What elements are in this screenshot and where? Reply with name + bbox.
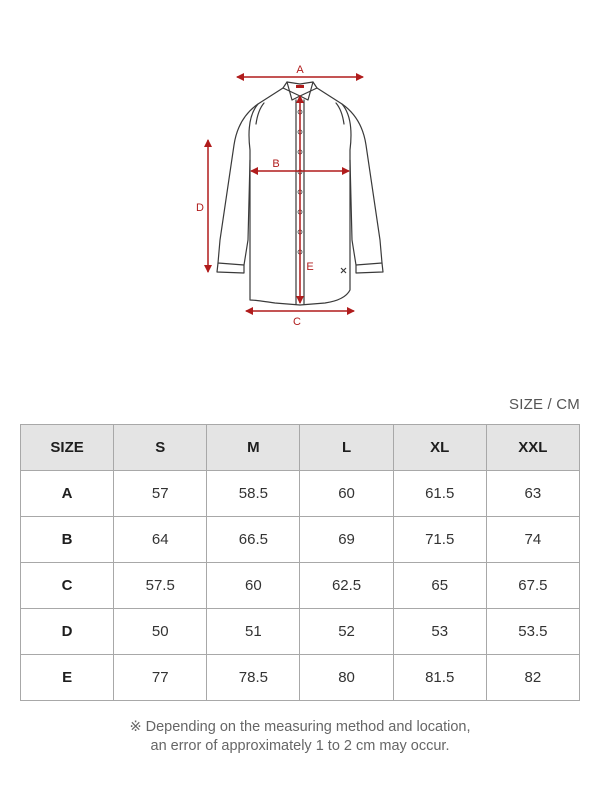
row-label: D xyxy=(21,609,114,655)
header-s: S xyxy=(114,425,207,471)
table-cell: 80 xyxy=(300,655,393,701)
table-cell: 60 xyxy=(207,563,300,609)
logo-mark-icon xyxy=(341,268,346,273)
table-cell: 78.5 xyxy=(207,655,300,701)
table-cell: 65 xyxy=(393,563,486,609)
table-row xyxy=(21,471,580,517)
row-label: B xyxy=(21,517,114,563)
table-cell: 53.5 xyxy=(486,609,579,655)
header-xxl: XXL xyxy=(486,425,579,471)
table-cell: 62.5 xyxy=(300,563,393,609)
table-cell: 53 xyxy=(393,609,486,655)
table-row xyxy=(21,655,580,701)
table-cell: 82 xyxy=(486,655,579,701)
dimension-a-label: A xyxy=(296,64,304,76)
unit-label: SIZE / CM xyxy=(509,396,580,413)
row-label: C xyxy=(21,563,114,609)
table-cell: 61.5 xyxy=(393,471,486,517)
header-l: L xyxy=(300,425,393,471)
table-cell: 67.5 xyxy=(486,563,579,609)
table-cell: 50 xyxy=(114,609,207,655)
dimension-d-label: D xyxy=(196,202,204,214)
table-cell: 77 xyxy=(114,655,207,701)
table-cell: 81.5 xyxy=(393,655,486,701)
table-cell: 69 xyxy=(300,517,393,563)
header-xl: XL xyxy=(393,425,486,471)
neck-label xyxy=(296,85,304,88)
table-cell: 60 xyxy=(300,471,393,517)
header-size: SIZE xyxy=(21,425,114,471)
table-cell: 57.5 xyxy=(114,563,207,609)
table-cell: 64 xyxy=(114,517,207,563)
measurement-note-line-1: ※ Depending on the measuring method and location, xyxy=(129,719,471,735)
measurement-note-line-2: an error of approximately 1 to 2 cm may occur. xyxy=(150,738,450,754)
measurement-note xyxy=(0,718,600,756)
table-row xyxy=(21,563,580,609)
table-cell: 58.5 xyxy=(207,471,300,517)
size-chart-table xyxy=(20,424,580,701)
table-cell: 66.5 xyxy=(207,517,300,563)
table-cell: 74 xyxy=(486,517,579,563)
table-cell: 51 xyxy=(207,609,300,655)
row-label: A xyxy=(21,471,114,517)
table-row xyxy=(21,517,580,563)
table-cell: 52 xyxy=(300,609,393,655)
row-label: E xyxy=(21,655,114,701)
dimension-e-label: E xyxy=(306,261,314,273)
dimension-c-label: C xyxy=(293,316,301,328)
header-m: M xyxy=(207,425,300,471)
table-row xyxy=(21,609,580,655)
table-cell: 63 xyxy=(486,471,579,517)
table-cell: 71.5 xyxy=(393,517,486,563)
table-header-row xyxy=(21,425,580,471)
dimension-b-label: B xyxy=(272,158,280,170)
table-cell: 57 xyxy=(114,471,207,517)
shirt-measurement-diagram xyxy=(0,0,600,360)
